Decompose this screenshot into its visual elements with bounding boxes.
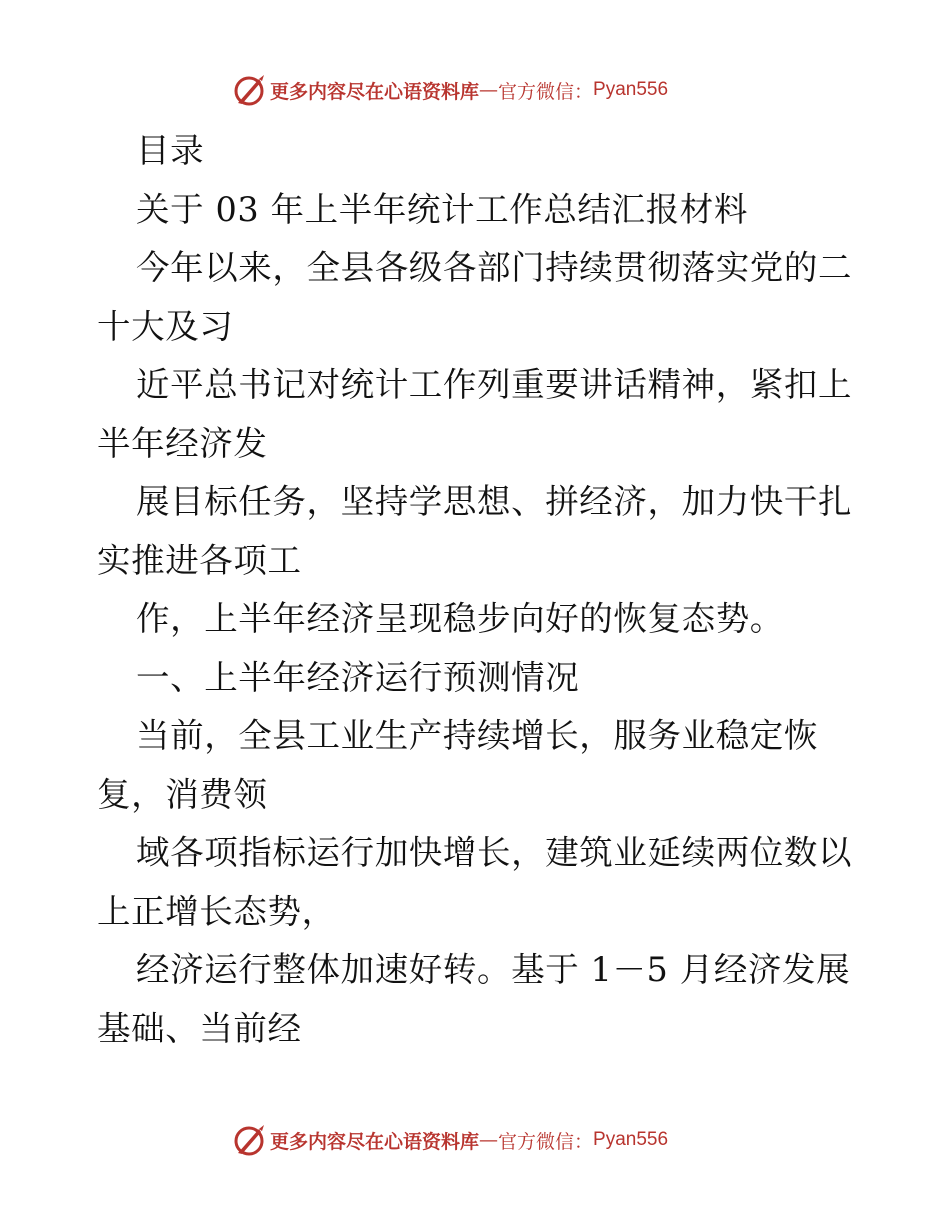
watermark-official-label: 官方微信： bbox=[498, 1130, 594, 1153]
watermark-site-text: 更多内容尽在心语资料库 bbox=[270, 80, 480, 103]
watermark-wechat-id: Pyan556 bbox=[593, 79, 669, 100]
watermark-site-text: 更多内容尽在心语资料库 bbox=[270, 1130, 480, 1153]
text-line: 近平总书记对统计工作列重要讲话精神，紧扣上 bbox=[136, 365, 853, 404]
text-line: 关于 03 年上半年统计工作总结汇报材料 bbox=[136, 189, 748, 229]
text-line: 作，上半年经济呈现稳步向好的恢复态势。 bbox=[136, 599, 784, 638]
text-line: 展目标任务，坚持学思想、拼经济，加力快干扎 bbox=[136, 482, 853, 521]
text-line: 实推进各项工 bbox=[97, 540, 302, 580]
quill-logo-icon bbox=[232, 73, 266, 107]
watermark-official-label: 官方微信： bbox=[498, 80, 594, 103]
text-line: 上正增长态势， bbox=[97, 891, 336, 931]
watermark-separator: — bbox=[479, 1129, 499, 1151]
text-line: 当前，全县工业生产持续增长，服务业稳定恢 bbox=[136, 716, 818, 755]
text-line: 基础、当前经 bbox=[97, 1008, 302, 1048]
text-line: 十大及习 bbox=[97, 306, 234, 346]
text-line: 一、上半年经济运行预测情况 bbox=[136, 657, 580, 697]
text-line: 复，消费领 bbox=[97, 774, 268, 814]
footer-watermark bbox=[232, 1120, 712, 1160]
text-line: 域各项指标运行加快增长，建筑业延续两位数以 bbox=[136, 833, 853, 872]
header-watermark bbox=[232, 70, 712, 110]
document-body bbox=[97, 122, 857, 1058]
quill-logo-icon bbox=[232, 1123, 266, 1157]
text-line: 经济运行整体加速好转。基于 1－5 月经济发展 bbox=[136, 950, 851, 989]
text-line: 目录 bbox=[136, 131, 205, 170]
text-line: 今年以来，全县各级各部门持续贯彻落实党的二 bbox=[136, 248, 853, 287]
watermark-separator: — bbox=[479, 79, 499, 101]
text-line: 半年经济发 bbox=[97, 423, 268, 463]
watermark-wechat-id: Pyan556 bbox=[593, 1129, 669, 1150]
